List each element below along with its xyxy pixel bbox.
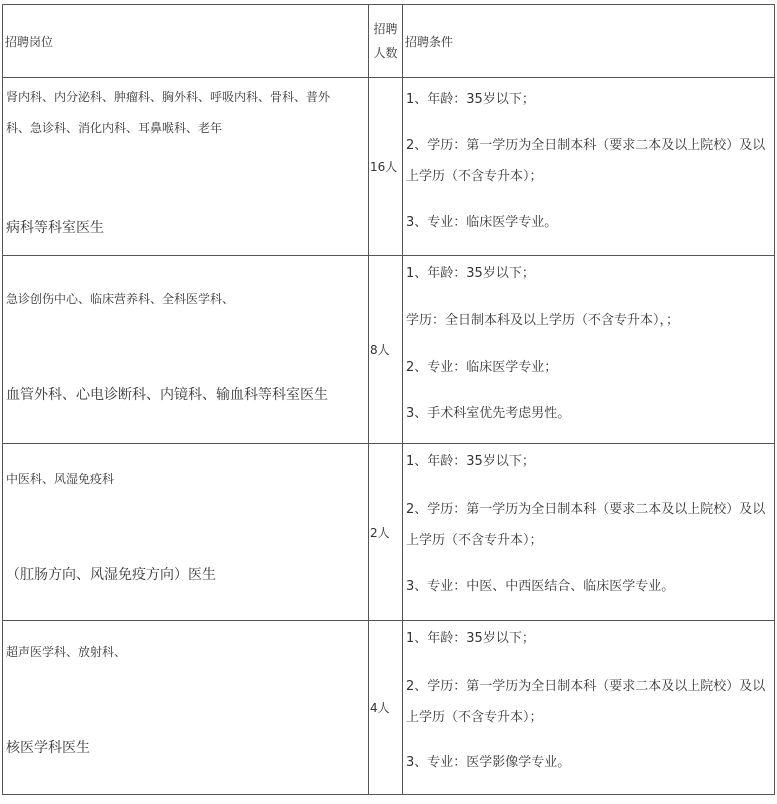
conditions-cell [403,256,775,444]
position-line: 病科等科室医生 [6,220,104,236]
header-count [369,5,403,78]
condition-line: 2、学历：第一学历为全日制本科（要求二本及以上院校）及以上学历（不含专升本）； [406,138,766,184]
condition-line: 1、年龄：35岁以下； [406,92,535,107]
position-cell [3,78,369,256]
table-row [3,621,775,795]
condition-line: 2、学历：第一学历为全日制本科（要求二本及以上院校）及以上学历（不含专升本）； [406,502,766,548]
count-cell: 4人 [369,621,403,795]
position-line: 血管外科、心电诊断科、内镜科、输血科等科室医生 [6,387,328,403]
condition-line: 3、专业：医学影像学专业。 [406,755,571,770]
condition-line: 1、年龄：35岁以下； [406,454,535,469]
header-count-line2: 人数 [373,46,398,60]
header-conditions: 招聘条件 [403,5,775,78]
condition-line: 1、年龄：35岁以下； [406,266,535,281]
condition-line: 3、手术科室优先考虑男性。 [406,406,571,421]
condition-line: 1、年龄：35岁以下； [406,631,535,646]
conditions-cell [403,621,775,795]
condition-line: 3、专业：临床医学专业。 [406,215,558,230]
position-cell [3,256,369,444]
position-line: （肛肠方向、风湿免疫方向）医生 [6,567,216,583]
table-row [3,444,775,621]
position-line: 急诊创伤中心、临床营养科、全科医学科、 [6,292,235,306]
table-row [3,78,775,256]
condition-line: 2、学历：第一学历为全日制本科（要求二本及以上院校）及以上学历（不含专升本）； [406,679,766,725]
position-cell [3,621,369,795]
table-header-row [3,5,775,78]
position-line: 核医学科医生 [6,740,90,756]
count-cell: 16人 [369,78,403,256]
count-cell: 8人 [369,256,403,444]
position-line: 超声医学科、放射科、 [6,645,127,659]
count-cell: 2人 [369,444,403,621]
table-row [3,256,775,444]
recruitment-table [2,4,775,795]
position-line: 中医科、风湿免疫科 [6,472,115,486]
position-line: 肾内科、内分泌科、肿瘤科、胸外科、呼吸内科、骨科、普外 [6,90,331,104]
conditions-cell [403,444,775,621]
position-line: 科、急诊科、消化内科、耳鼻喉科、老年 [6,121,223,135]
condition-line: 3、专业：中医、中西医结合、临床医学专业。 [406,579,675,594]
header-count-line1: 招聘 [373,22,398,36]
condition-line: 2、专业：临床医学专业； [406,360,558,375]
conditions-cell [403,78,775,256]
position-cell [3,444,369,621]
header-position: 招聘岗位 [3,5,369,78]
condition-line: 学历：全日制本科及以上学历（不含专升本），； [406,313,680,328]
